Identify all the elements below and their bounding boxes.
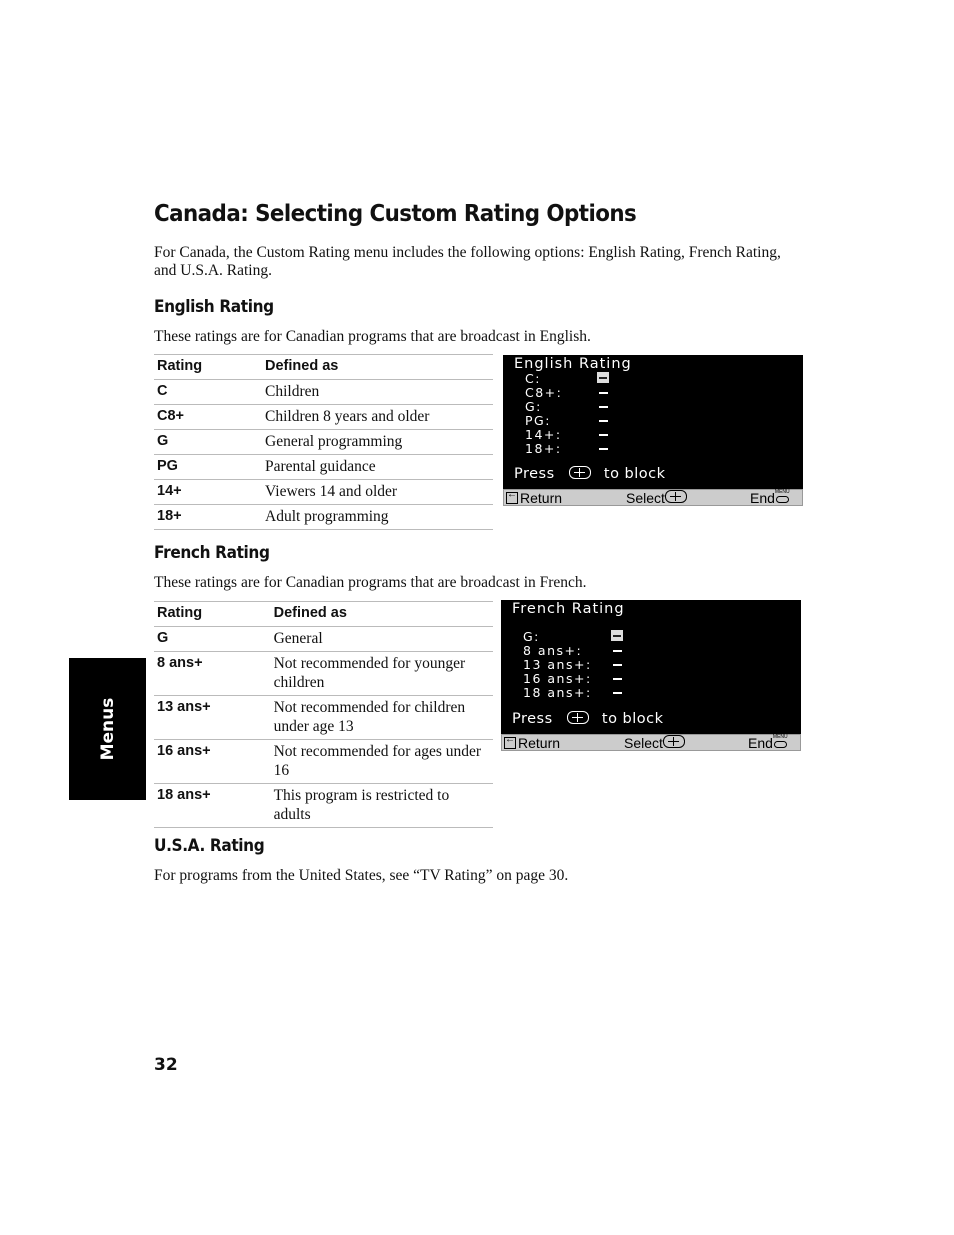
rating-definition: Viewers 14 and older — [265, 483, 398, 500]
selected-block-toggle[interactable] — [597, 372, 609, 383]
menu-icon — [773, 735, 787, 748]
table-row — [154, 455, 493, 480]
screen-item: C8+: — [525, 385, 563, 400]
screen-item: G: — [525, 399, 542, 414]
rating-code: 16 ans+ — [157, 743, 211, 759]
table-row — [154, 627, 493, 652]
screen-item: C: — [525, 371, 541, 386]
press-hint — [514, 466, 666, 482]
table-row — [154, 505, 493, 530]
table-row — [154, 380, 493, 405]
select-label: Select — [626, 490, 665, 506]
rating-code: 18+ — [157, 508, 182, 524]
rating-definition: This program is restricted to adults — [273, 787, 450, 823]
table-header-row — [154, 602, 493, 627]
menu-icon-text: MENU — [772, 734, 788, 740]
usa-rating-heading: U.S.A. Rating — [154, 836, 265, 855]
rating-definition: Children 8 years and older — [265, 408, 430, 425]
screen-item: 8 ans+: — [523, 643, 583, 658]
return-button[interactable] — [506, 490, 562, 506]
table-row — [154, 405, 493, 430]
rating-code: C8+ — [157, 408, 185, 424]
press-label: Press — [512, 711, 553, 727]
rating-definition: General programming — [265, 433, 403, 450]
end-button[interactable] — [750, 489, 790, 506]
end-button[interactable] — [748, 734, 788, 751]
select-button[interactable] — [624, 735, 663, 751]
defined-as-column-header: Defined as — [273, 605, 347, 621]
table-row — [154, 784, 493, 828]
table-row — [154, 740, 493, 784]
menus-side-tab — [69, 658, 146, 800]
intro-paragraph: For Canada, the Custom Rating menu includes the following options: English Rating, French Rating, and U.S.A. Rating. — [154, 244, 781, 279]
defined-as-column-header: Defined as — [265, 358, 339, 374]
screen-item: 14+: — [525, 427, 562, 442]
table-row — [154, 480, 493, 505]
block-toggle[interactable] — [599, 448, 608, 450]
french-rating-text: These ratings are for Canadian programs that are broadcast in French. — [154, 574, 587, 591]
rating-definition: Not recommended for younger children — [273, 655, 466, 691]
block-toggle[interactable] — [613, 692, 622, 694]
press-label: Press — [514, 466, 555, 482]
screen-title: English Rating — [514, 356, 632, 372]
return-label: Return — [520, 490, 563, 506]
table-row — [154, 430, 493, 455]
joystick-icon — [663, 735, 685, 748]
rating-column-header: Rating — [157, 605, 203, 621]
rating-column-header: Rating — [157, 358, 203, 374]
page-title: Canada: Selecting Custom Rating Options — [154, 201, 637, 227]
rating-definition: Not recommended for ages under 16 — [273, 743, 482, 779]
side-tab-label: Menus — [97, 697, 118, 761]
press-hint — [512, 711, 664, 727]
screen-item: 16 ans+: — [523, 671, 592, 686]
joystick-icon — [569, 466, 591, 479]
screen-item: G: — [523, 629, 540, 644]
screen-title: French Rating — [512, 601, 625, 617]
menu-icon-button — [776, 496, 789, 503]
end-label: End — [750, 490, 775, 506]
rating-code: G — [157, 433, 169, 449]
menu-icon — [775, 490, 789, 503]
rating-definition: Parental guidance — [265, 458, 376, 475]
rating-code: 18 ans+ — [157, 787, 211, 803]
block-toggle[interactable] — [613, 678, 622, 680]
english-rating-heading: English Rating — [154, 297, 274, 316]
joystick-icon — [665, 490, 687, 503]
screen-item: 13 ans+: — [523, 657, 592, 672]
french-screen-nav-bar — [501, 734, 801, 751]
rating-code: PG — [157, 458, 178, 474]
block-toggle[interactable] — [599, 434, 608, 436]
rating-definition: Children — [265, 383, 320, 400]
block-toggle[interactable] — [613, 664, 622, 666]
return-button[interactable] — [504, 735, 560, 751]
table-row — [154, 696, 493, 740]
selected-block-toggle[interactable] — [611, 630, 623, 641]
block-toggle[interactable] — [599, 406, 608, 408]
rating-code: C — [157, 383, 168, 399]
english-rating-table — [154, 354, 493, 530]
menu-icon-text: MENU — [774, 489, 790, 495]
table-header-row — [154, 355, 493, 380]
end-label: End — [748, 735, 773, 751]
french-rating-heading: French Rating — [154, 543, 270, 562]
rating-code: 8 ans+ — [157, 655, 203, 671]
english-screen-nav-bar — [503, 489, 803, 506]
english-rating-text: These ratings are for Canadian programs that are broadcast in English. — [154, 328, 591, 345]
rating-definition: Not recommended for children under age 13 — [273, 699, 466, 735]
joystick-icon — [567, 711, 589, 724]
select-button[interactable] — [626, 490, 665, 506]
block-toggle[interactable] — [599, 420, 608, 422]
usa-rating-text: For programs from the United States, see “TV Rating” on page 30. — [154, 867, 569, 884]
to-block-label: to block — [603, 466, 666, 482]
select-label: Select — [624, 735, 663, 751]
rating-definition: Adult programming — [265, 508, 389, 525]
rating-definition: General — [273, 630, 323, 647]
french-rating-screen — [501, 600, 801, 734]
return-icon — [506, 492, 518, 504]
block-toggle[interactable] — [613, 650, 622, 652]
screen-item: 18 ans+: — [523, 685, 592, 700]
screen-item: PG: — [525, 413, 551, 428]
table-row — [154, 652, 493, 696]
return-label: Return — [518, 735, 561, 751]
to-block-label: to block — [601, 711, 664, 727]
rating-code: 13 ans+ — [157, 699, 211, 715]
return-icon — [504, 737, 516, 749]
rating-code: 14+ — [157, 483, 182, 499]
french-rating-table — [154, 601, 493, 828]
english-rating-screen — [503, 355, 803, 489]
menu-icon-button — [774, 741, 787, 748]
screen-item: 18+: — [525, 441, 562, 456]
page-number: 32 — [154, 1055, 178, 1075]
rating-code: G — [157, 630, 169, 646]
block-toggle[interactable] — [599, 392, 608, 394]
